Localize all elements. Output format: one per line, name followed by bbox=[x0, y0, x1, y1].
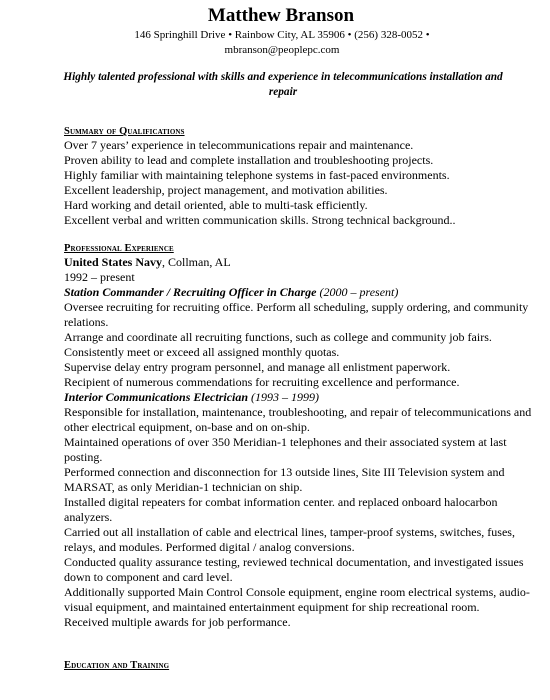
education-heading: Education and Training bbox=[64, 660, 170, 671]
duty-item: Conducted quality assurance testing, reviewed technical documentation, and investigated issues down to component and card level. bbox=[64, 555, 524, 584]
summary-item: Proven ability to lead and complete installation and troubleshooting projects. bbox=[64, 153, 434, 167]
experience-heading: Professional Experience bbox=[64, 243, 174, 254]
duty-item: Oversee recruiting for recruiting office. Perform all scheduling, supply ordering, and community relations. bbox=[64, 300, 529, 329]
duty-item: Consistently meet or exceed all assigned monthly quotas. bbox=[64, 345, 340, 359]
duty-item: Additionally supported Main Control Console equipment, engine room electrical systems, audio-visual equipment, and maintained entertainment equipment for ship recreational room. bbox=[64, 585, 530, 614]
employer-line bbox=[64, 255, 534, 270]
duty-item: Performed connection and disconnection for 13 outside lines, Site III Television system and MARSAT, as only Meridian-1 technician on ship. bbox=[64, 465, 505, 494]
role-title: Interior Communications Electrician bbox=[64, 390, 249, 404]
contact-email: mbranson@peoplepc.com bbox=[224, 44, 340, 56]
role-dates: (2000 – present) bbox=[316, 285, 399, 299]
duty-item: Responsible for installation, maintenance, troubleshooting, and repair of telecommunications and other electrical equipment, on-base and on on-ship. bbox=[64, 405, 532, 434]
summary-heading: Summary of Qualifications bbox=[64, 126, 185, 137]
duty-item: Maintained operations of over 350 Meridian-1 telephones and their associated system at last posting. bbox=[64, 435, 507, 464]
summary-item: Over 7 years’ experience in telecommunications repair and maintenance. bbox=[64, 138, 414, 152]
role-heading bbox=[64, 390, 534, 405]
summary-item: Hard working and detail oriented, able to multi-task efficiently. bbox=[64, 198, 368, 212]
duty-item: Supervise delay entry program personnel, and manage all enlistment paperwork. bbox=[64, 360, 451, 374]
contact-line: 146 Springhill Drive • Rainbow City, AL 35906 • (256) 328-0052 • bbox=[134, 29, 430, 41]
employer-location: , Collman, AL bbox=[162, 255, 231, 269]
education-section bbox=[64, 660, 534, 672]
experience-section bbox=[64, 243, 534, 630]
summary-item: Highly familiar with maintaining telephone systems in fast-paced environments. bbox=[64, 168, 450, 182]
role-dates: (1993 – 1999) bbox=[248, 390, 320, 404]
summary-item: Excellent verbal and written communication skills. Strong technical background.. bbox=[64, 213, 456, 227]
employment-dates: 1992 – present bbox=[64, 270, 135, 284]
duty-item: Received multiple awards for job performance. bbox=[64, 615, 291, 629]
duty-item: Arrange and coordinate all recruiting functions, such as college and community job fairs. bbox=[64, 330, 492, 344]
employer-name: United States Navy bbox=[64, 255, 162, 269]
role-heading bbox=[64, 285, 534, 300]
summary-item: Excellent leadership, project management, and motivation abilities. bbox=[64, 183, 388, 197]
resume-header bbox=[0, 4, 550, 58]
duty-item: Installed digital repeaters for combat information center. and replaced onboard halocarbon analyzers. bbox=[64, 495, 498, 524]
duty-item: Recipient of numerous commendations for recruiting excellence and performance. bbox=[64, 375, 460, 389]
applicant-name: Matthew Branson bbox=[207, 5, 355, 26]
duty-item: Carried out all installation of cable and electrical lines, tamper-proof systems, switches, fuses, relays, and modules. Performed digital / analog conversions. bbox=[64, 525, 515, 554]
role-title: Station Commander / Recruiting Officer in Charge bbox=[64, 285, 317, 299]
summary-section bbox=[64, 126, 534, 228]
profile-tagline: Highly talented professional with skills and experience in telecommunications installation and repair bbox=[63, 71, 503, 98]
